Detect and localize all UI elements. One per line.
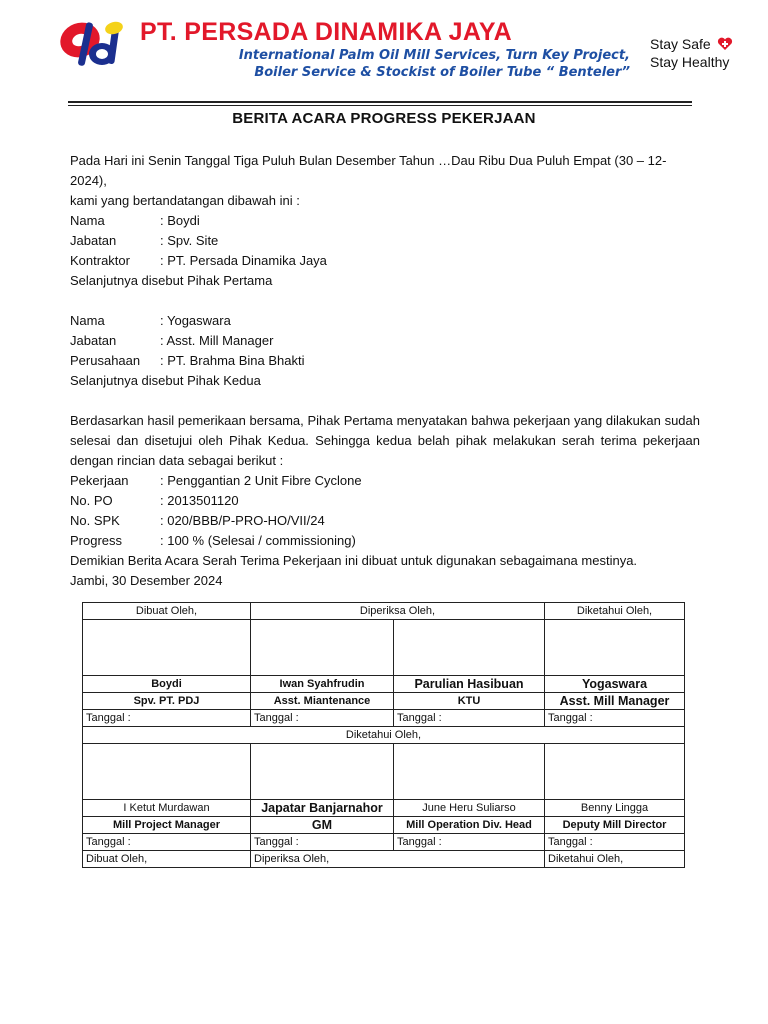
date-field: Tanggal : [394, 710, 545, 727]
signature-table [82, 602, 685, 868]
statement-paragraph: Berdasarkan hasil pemerikaan bersama, Pihak Pertama menyatakan bahwa pekerjaan yang dilakukan sudah selesai dan disetujui oleh Pihak Kedua. Sehingga kedua belah pihak melakukan serah terima pekerjaan dengan rincian data sebagai berikut : [70, 413, 700, 468]
signatory-title-row [83, 817, 685, 834]
date-field: Tanggal : [545, 710, 685, 727]
header-divider-thick [68, 101, 692, 103]
signatory-name: Benny Lingga [545, 800, 685, 817]
field-value: : Asst. Mill Manager [160, 333, 274, 348]
signatory-title: Asst. Mill Manager [545, 693, 685, 710]
acknowledged-by-header: Diketahui Oleh, [545, 603, 685, 620]
company-tagline [200, 47, 630, 81]
date-field: Tanggal : [545, 834, 685, 851]
stay-safe-badge [650, 35, 733, 71]
signature-box [251, 744, 394, 800]
place-date: Jambi, 30 Desember 2024 [70, 573, 223, 588]
field-label: Jabatan [70, 233, 117, 248]
field-label: Nama [70, 213, 105, 228]
checked-by-footer: Diperiksa Oleh, [251, 851, 545, 868]
field-value: : 020/BBB/P-PRO-HO/VII/24 [160, 513, 325, 528]
signatory-name: Parulian Hasibuan [394, 676, 545, 693]
signatory-title: KTU [394, 693, 545, 710]
field-label: No. PO [70, 493, 113, 508]
field-value: : Yogaswara [160, 313, 231, 328]
party2-company-row [70, 351, 700, 371]
detail-po-row [70, 491, 700, 511]
field-label: Kontraktor [70, 253, 130, 268]
signature-space-row [83, 620, 685, 676]
signatory-name-row [83, 800, 685, 817]
party2-position-row [70, 331, 700, 351]
signature-box [394, 620, 545, 676]
field-value: : Penggantian 2 Unit Fibre Cyclone [160, 473, 362, 488]
detail-job-row [70, 471, 700, 491]
party1-name-row [70, 211, 700, 231]
signature-box [545, 744, 685, 800]
signatory-title: Mill Operation Div. Head [394, 817, 545, 834]
date-field: Tanggal : [251, 710, 394, 727]
closing-statement: Demikian Berita Acara Serah Terima Pekerjaan ini dibuat untuk digunakan sebagaimana mestinya. [70, 553, 638, 568]
signatory-name-row [83, 676, 685, 693]
field-label: Perusahaan [70, 353, 141, 368]
date-row [83, 834, 685, 851]
signatory-name: Boydi [83, 676, 251, 693]
acknowledged-header-row [83, 727, 685, 744]
intro-line-1: Pada Hari ini Senin Tanggal Tiga Puluh Bulan Desember Tahun …Dau Ribu Dua Puluh Empat (30 – 12- 2024), [70, 153, 667, 188]
field-value: : PT. Brahma Bina Bhakti [160, 353, 305, 368]
party1-contractor-row [70, 251, 700, 271]
signatory-name: Japatar Banjarnahor [251, 800, 394, 817]
signatory-name: June Heru Suliarso [394, 800, 545, 817]
signature-box [394, 744, 545, 800]
footer-row [83, 851, 685, 868]
party2-note: Selanjutnya disebut Pihak Kedua [70, 373, 261, 388]
field-label: Nama [70, 313, 105, 328]
document-body [70, 151, 700, 591]
header-divider-thin [68, 105, 692, 106]
date-row [83, 710, 685, 727]
tagline-line-2: Boiler Service & Stockist of Boiler Tube “ Benteler” [254, 65, 630, 80]
field-value: : 2013501120 [160, 493, 239, 508]
signature-header-row [83, 603, 685, 620]
field-label: Progress [70, 533, 123, 548]
signatory-title: Spv. PT. PDJ [83, 693, 251, 710]
signatory-title: Mill Project Manager [83, 817, 251, 834]
signatory-name: Yogaswara [545, 676, 685, 693]
signature-space-row [83, 744, 685, 800]
company-logo-icon [58, 16, 128, 72]
date-field: Tanggal : [394, 834, 545, 851]
intro-line-2: kami yang bertandatangan dibawah ini : [70, 193, 300, 208]
made-by-header: Dibuat Oleh, [83, 603, 251, 620]
field-value: : Spv. Site [160, 233, 219, 248]
date-field: Tanggal : [251, 834, 394, 851]
signatory-name: Iwan Syahfrudin [251, 676, 394, 693]
heart-plus-icon [717, 37, 733, 51]
signatory-title: Deputy Mill Director [545, 817, 685, 834]
party1-note: Selanjutnya disebut Pihak Pertama [70, 273, 273, 288]
field-value: : 100 % (Selesai / commissioning) [160, 533, 356, 548]
detail-spk-row [70, 511, 700, 531]
signature-box [83, 620, 251, 676]
signatory-name: I Ketut Murdawan [83, 800, 251, 817]
signature-box [83, 744, 251, 800]
date-field: Tanggal : [83, 834, 251, 851]
company-name: PT. PERSADA DINAMIKA JAYA [140, 18, 512, 46]
date-field: Tanggal : [83, 710, 251, 727]
detail-progress-row [70, 531, 700, 551]
field-value: : Boydi [160, 213, 200, 228]
field-label: Pekerjaan [70, 473, 129, 488]
signature-box [545, 620, 685, 676]
tagline-line-1: International Palm Oil Mill Services, Turn Key Project, [238, 48, 630, 63]
acknowledged-by-footer: Diketahui Oleh, [545, 851, 685, 868]
party2-name-row [70, 311, 700, 331]
field-label: Jabatan [70, 333, 117, 348]
letterhead [0, 0, 768, 100]
field-value: : PT. Persada Dinamika Jaya [160, 253, 327, 268]
checked-by-header: Diperiksa Oleh, [251, 603, 545, 620]
signatory-title: Asst. Miantenance [251, 693, 394, 710]
acknowledged-by-header-2: Diketahui Oleh, [83, 727, 685, 744]
signatory-title-row [83, 693, 685, 710]
signature-box [251, 620, 394, 676]
made-by-footer: Dibuat Oleh, [83, 851, 251, 868]
document-title: BERITA ACARA PROGRESS PEKERJAAN [232, 110, 536, 127]
signatory-title: GM [251, 817, 394, 834]
party1-position-row [70, 231, 700, 251]
field-label: No. SPK [70, 513, 120, 528]
stay-healthy-text: Stay Healthy [650, 54, 730, 70]
stay-safe-text: Stay Safe [650, 36, 711, 52]
